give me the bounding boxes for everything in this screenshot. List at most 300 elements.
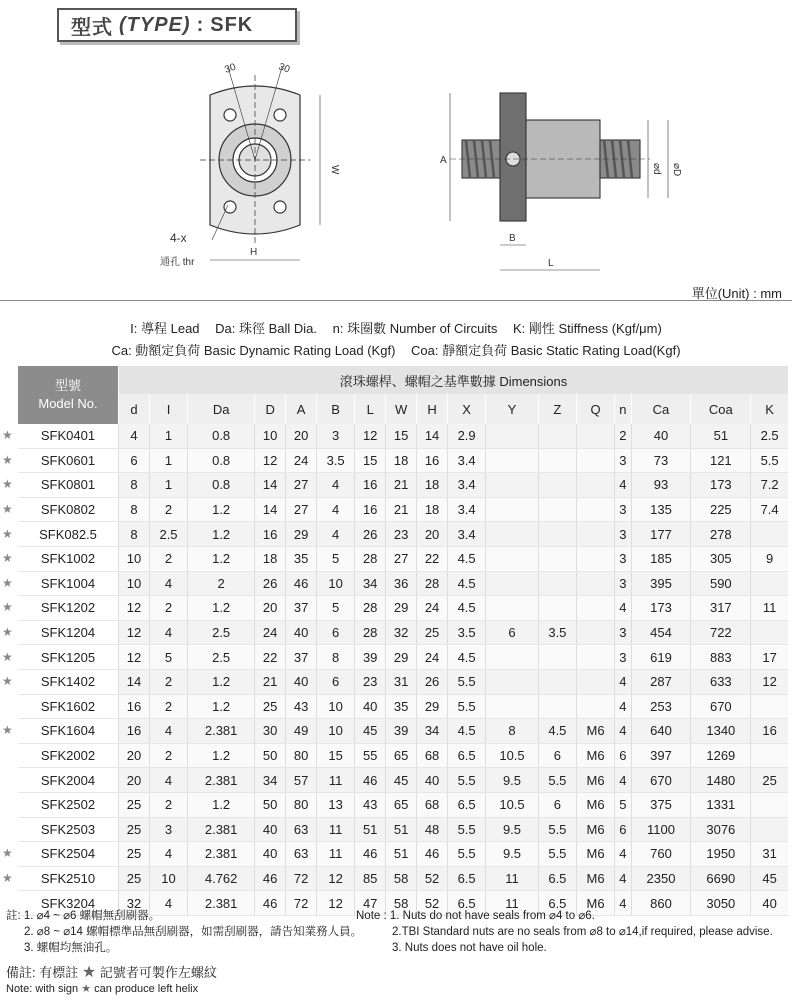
model-name: SFK0802: [40, 502, 96, 518]
cell-d: 25: [119, 817, 150, 842]
cell-L: 45: [355, 719, 386, 744]
cell-W: 58: [386, 891, 417, 916]
cell-W: 18: [386, 448, 417, 473]
cell-H: 52: [417, 866, 448, 891]
cell-Da: 2.381: [188, 768, 255, 793]
cell-Da: 2.5: [188, 620, 255, 645]
cell-X: 5.5: [448, 817, 486, 842]
cell-Coa: 121: [691, 448, 751, 473]
cell-W: 21: [386, 497, 417, 522]
cell-d: 12: [119, 645, 150, 670]
cell-X: 4.5: [448, 546, 486, 571]
cell-Y: [486, 645, 539, 670]
cell-K: [751, 817, 788, 842]
cell-Z: 6.5: [538, 891, 576, 916]
cell-W: 36: [386, 571, 417, 596]
table-row: [18, 522, 788, 547]
cell-K: [751, 522, 788, 547]
cell-H: 14: [417, 424, 448, 448]
cell-I: 1: [149, 473, 187, 498]
cell-L: 28: [355, 620, 386, 645]
star-icon: ★: [81, 964, 97, 981]
cell-Z: [538, 669, 576, 694]
cell-K: 5.5: [751, 448, 788, 473]
cell-Ca: 395: [631, 571, 691, 596]
remark-zh-a: 備註: 有標註: [6, 965, 79, 980]
cell-H: 22: [417, 546, 448, 571]
model-cell: [2, 596, 119, 621]
cell-I: 2.5: [149, 522, 187, 547]
cell-K: 17: [751, 645, 788, 670]
cell-I: 1: [149, 448, 187, 473]
model-cell: [2, 473, 119, 498]
cell-D: 50: [255, 743, 286, 768]
model-cell: [2, 719, 119, 744]
cell-Z: 5.5: [538, 842, 576, 867]
column-header-D: D: [255, 394, 286, 424]
legend-dynamic-load: Ca: 動額定負荷 Basic Dynamic Rating Load (Kgf): [111, 343, 396, 358]
cell-Y: 9.5: [486, 817, 539, 842]
cell-W: 27: [386, 546, 417, 571]
cell-B: 10: [317, 719, 355, 744]
cell-D: 18: [255, 546, 286, 571]
title-type: (TYPE): [119, 13, 191, 36]
column-header-Ca: Ca: [631, 394, 691, 424]
cell-d: 8: [119, 497, 150, 522]
star-icon: ★: [2, 674, 13, 689]
cell-A: 57: [286, 768, 317, 793]
cell-n: 6: [615, 817, 631, 842]
w-label: W: [329, 165, 340, 175]
table-row: [18, 792, 788, 817]
cell-n: 4: [615, 719, 631, 744]
D-label: ⌀D: [671, 163, 682, 177]
model-name: SFK1204: [40, 625, 96, 641]
cell-Coa: 883: [691, 645, 751, 670]
model-header-zh: 型號: [54, 378, 81, 393]
column-header-Da: Da: [188, 394, 255, 424]
cell-I: 4: [149, 891, 187, 916]
model-cell: [18, 792, 119, 817]
cell-Q: M6: [576, 768, 614, 793]
cell-X: 4.5: [448, 719, 486, 744]
table-row: [18, 546, 788, 571]
cell-Da: 2.381: [188, 817, 255, 842]
legend-lead: I: 導程 Lead: [130, 321, 200, 336]
model-cell: [2, 669, 119, 694]
cell-K: [751, 571, 788, 596]
cell-I: 10: [149, 866, 187, 891]
cell-Da: 1.2: [188, 522, 255, 547]
cell-Coa: 670: [691, 694, 751, 719]
title-box: [57, 8, 297, 42]
holes-sub-label: 通孔 thr: [160, 257, 195, 268]
cell-H: 18: [417, 497, 448, 522]
cell-Y: [486, 522, 539, 547]
cell-H: 52: [417, 891, 448, 916]
remark-zh-b: 記號者可製作左螺紋: [99, 965, 217, 980]
cell-Q: [576, 620, 614, 645]
cell-Da: 1.2: [188, 596, 255, 621]
cell-X: 3.4: [448, 448, 486, 473]
cell-Z: [538, 546, 576, 571]
cell-A: 80: [286, 743, 317, 768]
cell-H: 40: [417, 768, 448, 793]
column-header-I: I: [149, 394, 187, 424]
cell-Q: [576, 669, 614, 694]
cell-H: 29: [417, 694, 448, 719]
cell-I: 4: [149, 719, 187, 744]
cell-A: 80: [286, 792, 317, 817]
cell-K: 31: [751, 842, 788, 867]
column-header-Z: Z: [538, 394, 576, 424]
cell-Z: 5.5: [538, 817, 576, 842]
table-row: [18, 424, 788, 448]
cell-Y: 9.5: [486, 842, 539, 867]
note-zh-3: 3. 螺帽均無油孔。: [24, 942, 118, 954]
table-row: [18, 768, 788, 793]
table-row: [18, 669, 788, 694]
cell-I: 5: [149, 645, 187, 670]
cell-Q: M6: [576, 719, 614, 744]
cell-D: 26: [255, 571, 286, 596]
model-name: SFK3204: [40, 895, 96, 911]
cell-W: 51: [386, 842, 417, 867]
cell-Q: M6: [576, 842, 614, 867]
cell-d: 8: [119, 522, 150, 547]
cell-B: 10: [317, 571, 355, 596]
cell-K: 2.5: [751, 424, 788, 448]
column-header-row: [18, 394, 788, 424]
cell-X: 5.5: [448, 768, 486, 793]
legend-line-1: [0, 318, 792, 337]
cell-B: 11: [317, 817, 355, 842]
cell-W: 58: [386, 866, 417, 891]
model-cell: [2, 645, 119, 670]
title-model: SFK: [210, 13, 254, 36]
divider: [0, 300, 792, 301]
cell-X: 3.4: [448, 522, 486, 547]
cell-L: 12: [355, 424, 386, 448]
angle-right-label: 30: [276, 61, 292, 76]
cell-A: 27: [286, 473, 317, 498]
table-body: [2, 424, 788, 915]
cell-Da: 4.762: [188, 866, 255, 891]
cell-L: 28: [355, 546, 386, 571]
cell-Z: 6: [538, 743, 576, 768]
cell-K: [751, 620, 788, 645]
column-header-L: L: [355, 394, 386, 424]
cell-n: 3: [615, 571, 631, 596]
remark-en-a: Note: with sign: [6, 983, 79, 995]
cell-Ca: 287: [631, 669, 691, 694]
cell-Q: [576, 596, 614, 621]
cell-D: 40: [255, 817, 286, 842]
cell-K: 11: [751, 596, 788, 621]
column-header-A: A: [286, 394, 317, 424]
cell-A: 72: [286, 891, 317, 916]
model-header-en: Model No.: [38, 396, 98, 411]
cell-n: 4: [615, 842, 631, 867]
cell-W: 65: [386, 743, 417, 768]
column-header-Y: Y: [486, 394, 539, 424]
cell-d: 12: [119, 596, 150, 621]
cell-Coa: 590: [691, 571, 751, 596]
notes-zh: [6, 908, 362, 956]
cell-n: 2: [615, 424, 631, 448]
cell-X: 4.5: [448, 571, 486, 596]
cell-X: 6.5: [448, 891, 486, 916]
cell-n: 4: [615, 669, 631, 694]
cell-D: 30: [255, 719, 286, 744]
cell-H: 26: [417, 669, 448, 694]
cell-Z: [538, 645, 576, 670]
cell-Z: [538, 448, 576, 473]
table-row: [18, 448, 788, 473]
cell-Da: 2.381: [188, 719, 255, 744]
cell-Coa: 1480: [691, 768, 751, 793]
model-name: SFK2004: [40, 772, 96, 788]
cell-L: 16: [355, 497, 386, 522]
cell-H: 46: [417, 842, 448, 867]
model-name: SFK2502: [40, 797, 96, 813]
table-row: [18, 571, 788, 596]
cell-d: 20: [119, 743, 150, 768]
cell-K: [751, 792, 788, 817]
cell-Coa: 317: [691, 596, 751, 621]
cell-H: 48: [417, 817, 448, 842]
cell-X: 6.5: [448, 866, 486, 891]
cell-L: 23: [355, 669, 386, 694]
cell-Z: [538, 571, 576, 596]
note-zh-1: 註: 1. ⌀4 ~ ⌀6 螺帽無刮刷器。: [6, 910, 161, 922]
model-name: SFK2002: [40, 748, 96, 764]
cell-I: 2: [149, 596, 187, 621]
cell-Y: 10.5: [486, 743, 539, 768]
cell-I: 2: [149, 792, 187, 817]
cell-A: 27: [286, 497, 317, 522]
cell-H: 18: [417, 473, 448, 498]
remark-zh: [6, 962, 217, 982]
b-label: B: [509, 233, 516, 244]
cell-W: 23: [386, 522, 417, 547]
cell-Ca: 73: [631, 448, 691, 473]
model-name: SFK0601: [40, 452, 96, 468]
cell-Da: 2.381: [188, 891, 255, 916]
cell-Ca: 760: [631, 842, 691, 867]
title-prefix: 型式: [71, 16, 113, 39]
cell-Y: [486, 571, 539, 596]
cell-Q: [576, 571, 614, 596]
cell-Coa: 278: [691, 522, 751, 547]
star-icon: ★: [81, 983, 92, 995]
cell-X: 3.4: [448, 473, 486, 498]
cell-Y: 8: [486, 719, 539, 744]
cell-L: 39: [355, 645, 386, 670]
cell-D: 10: [255, 424, 286, 448]
cell-Z: 4.5: [538, 719, 576, 744]
cell-W: 29: [386, 596, 417, 621]
model-cell: [2, 571, 119, 596]
cell-Coa: 1950: [691, 842, 751, 867]
cell-d: 10: [119, 571, 150, 596]
cell-Q: M6: [576, 866, 614, 891]
cell-H: 25: [417, 620, 448, 645]
model-name: SFK0401: [40, 428, 96, 444]
cell-L: 51: [355, 817, 386, 842]
cell-n: 6: [615, 743, 631, 768]
remark-en: [6, 982, 198, 995]
cell-A: 63: [286, 842, 317, 867]
cell-K: [751, 743, 788, 768]
cell-d: 25: [119, 842, 150, 867]
model-name: SFK1604: [40, 723, 96, 739]
cell-K: 12: [751, 669, 788, 694]
cell-K: 16: [751, 719, 788, 744]
cell-A: 37: [286, 596, 317, 621]
cell-I: 1: [149, 424, 187, 448]
cell-X: 5.5: [448, 669, 486, 694]
column-header-Q: Q: [576, 394, 614, 424]
cell-B: 5: [317, 596, 355, 621]
cell-H: 68: [417, 792, 448, 817]
cell-I: 2: [149, 669, 187, 694]
cell-I: 2: [149, 497, 187, 522]
dimensions-header: 滾珠螺桿、螺帽之基準數據 Dimensions: [119, 366, 789, 394]
table-row: [18, 620, 788, 645]
cell-H: 28: [417, 571, 448, 596]
cell-d: 14: [119, 669, 150, 694]
cell-B: 3: [317, 424, 355, 448]
cell-X: 4.5: [448, 596, 486, 621]
cell-Da: 0.8: [188, 473, 255, 498]
cell-n: 4: [615, 473, 631, 498]
cell-Y: [486, 546, 539, 571]
cell-H: 24: [417, 596, 448, 621]
cell-K: 40: [751, 891, 788, 916]
cell-L: 15: [355, 448, 386, 473]
h-label: H: [250, 247, 258, 258]
cell-d: 25: [119, 792, 150, 817]
cell-D: 34: [255, 768, 286, 793]
cell-W: 32: [386, 620, 417, 645]
cell-Y: [486, 694, 539, 719]
cell-D: 46: [255, 866, 286, 891]
table-row: [18, 719, 788, 744]
cell-W: 39: [386, 719, 417, 744]
cell-Y: [486, 596, 539, 621]
cell-d: 8: [119, 473, 150, 498]
a-label: A: [440, 155, 447, 166]
cell-A: 63: [286, 817, 317, 842]
cell-Q: [576, 645, 614, 670]
cell-d: 10: [119, 546, 150, 571]
note-en-3: 3. Nuts does not have oil hole.: [392, 942, 547, 954]
note-en-2: 2.TBI Standard nuts are no seals from ⌀8 to ⌀14,if required, please advise.: [392, 926, 773, 938]
cell-X: 3.5: [448, 620, 486, 645]
cell-K: 9: [751, 546, 788, 571]
cell-K: 45: [751, 866, 788, 891]
cell-I: 4: [149, 571, 187, 596]
cell-Ca: 860: [631, 891, 691, 916]
cell-W: 29: [386, 645, 417, 670]
cell-X: 6.5: [448, 792, 486, 817]
table-row: [18, 817, 788, 842]
cell-Ca: 40: [631, 424, 691, 448]
cell-I: 3: [149, 817, 187, 842]
star-icon: ★: [2, 625, 13, 640]
cell-Da: 0.8: [188, 448, 255, 473]
cell-L: 47: [355, 891, 386, 916]
cell-I: 2: [149, 694, 187, 719]
cell-A: 72: [286, 866, 317, 891]
model-cell: [2, 620, 119, 645]
table-row: [18, 645, 788, 670]
l-label: L: [548, 258, 554, 269]
cell-Ca: 640: [631, 719, 691, 744]
star-icon: ★: [2, 526, 13, 541]
cell-L: 26: [355, 522, 386, 547]
cell-B: 4: [317, 497, 355, 522]
cell-Ca: 397: [631, 743, 691, 768]
cell-B: 15: [317, 743, 355, 768]
cell-B: 13: [317, 792, 355, 817]
cell-d: 12: [119, 620, 150, 645]
cell-X: 6.5: [448, 743, 486, 768]
star-icon: ★: [2, 870, 13, 885]
cell-Z: [538, 424, 576, 448]
model-cell: [2, 448, 119, 473]
cell-B: 4: [317, 473, 355, 498]
cell-Coa: 1269: [691, 743, 751, 768]
cell-Q: [576, 522, 614, 547]
cell-I: 4: [149, 620, 187, 645]
model-name: SFK2510: [40, 870, 96, 886]
note-zh-2: 2. ⌀8 ~ ⌀14 螺帽標準品無刮刷器，如需刮刷器，請告知業務人員。: [24, 926, 363, 938]
cell-X: 5.5: [448, 842, 486, 867]
cell-Coa: 633: [691, 669, 751, 694]
cell-B: 11: [317, 842, 355, 867]
cell-K: 7.2: [751, 473, 788, 498]
cell-Z: 5.5: [538, 768, 576, 793]
cell-H: 68: [417, 743, 448, 768]
cell-Z: [538, 473, 576, 498]
technical-drawing: [0, 55, 792, 285]
cell-B: 3.5: [317, 448, 355, 473]
star-icon: ★: [2, 502, 13, 517]
star-icon: ★: [2, 551, 13, 566]
cell-Ca: 253: [631, 694, 691, 719]
cell-H: 16: [417, 448, 448, 473]
legend-circuits: n: 珠圈數 Number of Circuits: [332, 321, 498, 336]
legend-static-load: Coa: 靜額定負荷 Basic Static Rating Load(Kgf): [411, 343, 681, 358]
cell-H: 34: [417, 719, 448, 744]
cell-L: 46: [355, 842, 386, 867]
model-cell: [18, 768, 119, 793]
cell-Z: 3.5: [538, 620, 576, 645]
cell-K: [751, 694, 788, 719]
cell-Y: [486, 669, 539, 694]
table-row: [18, 842, 788, 867]
cell-A: 35: [286, 546, 317, 571]
cell-Coa: 3050: [691, 891, 751, 916]
cell-L: 28: [355, 596, 386, 621]
cell-B: 8: [317, 645, 355, 670]
cell-D: 46: [255, 891, 286, 916]
cell-I: 2: [149, 743, 187, 768]
cell-D: 40: [255, 842, 286, 867]
cell-B: 5: [317, 546, 355, 571]
